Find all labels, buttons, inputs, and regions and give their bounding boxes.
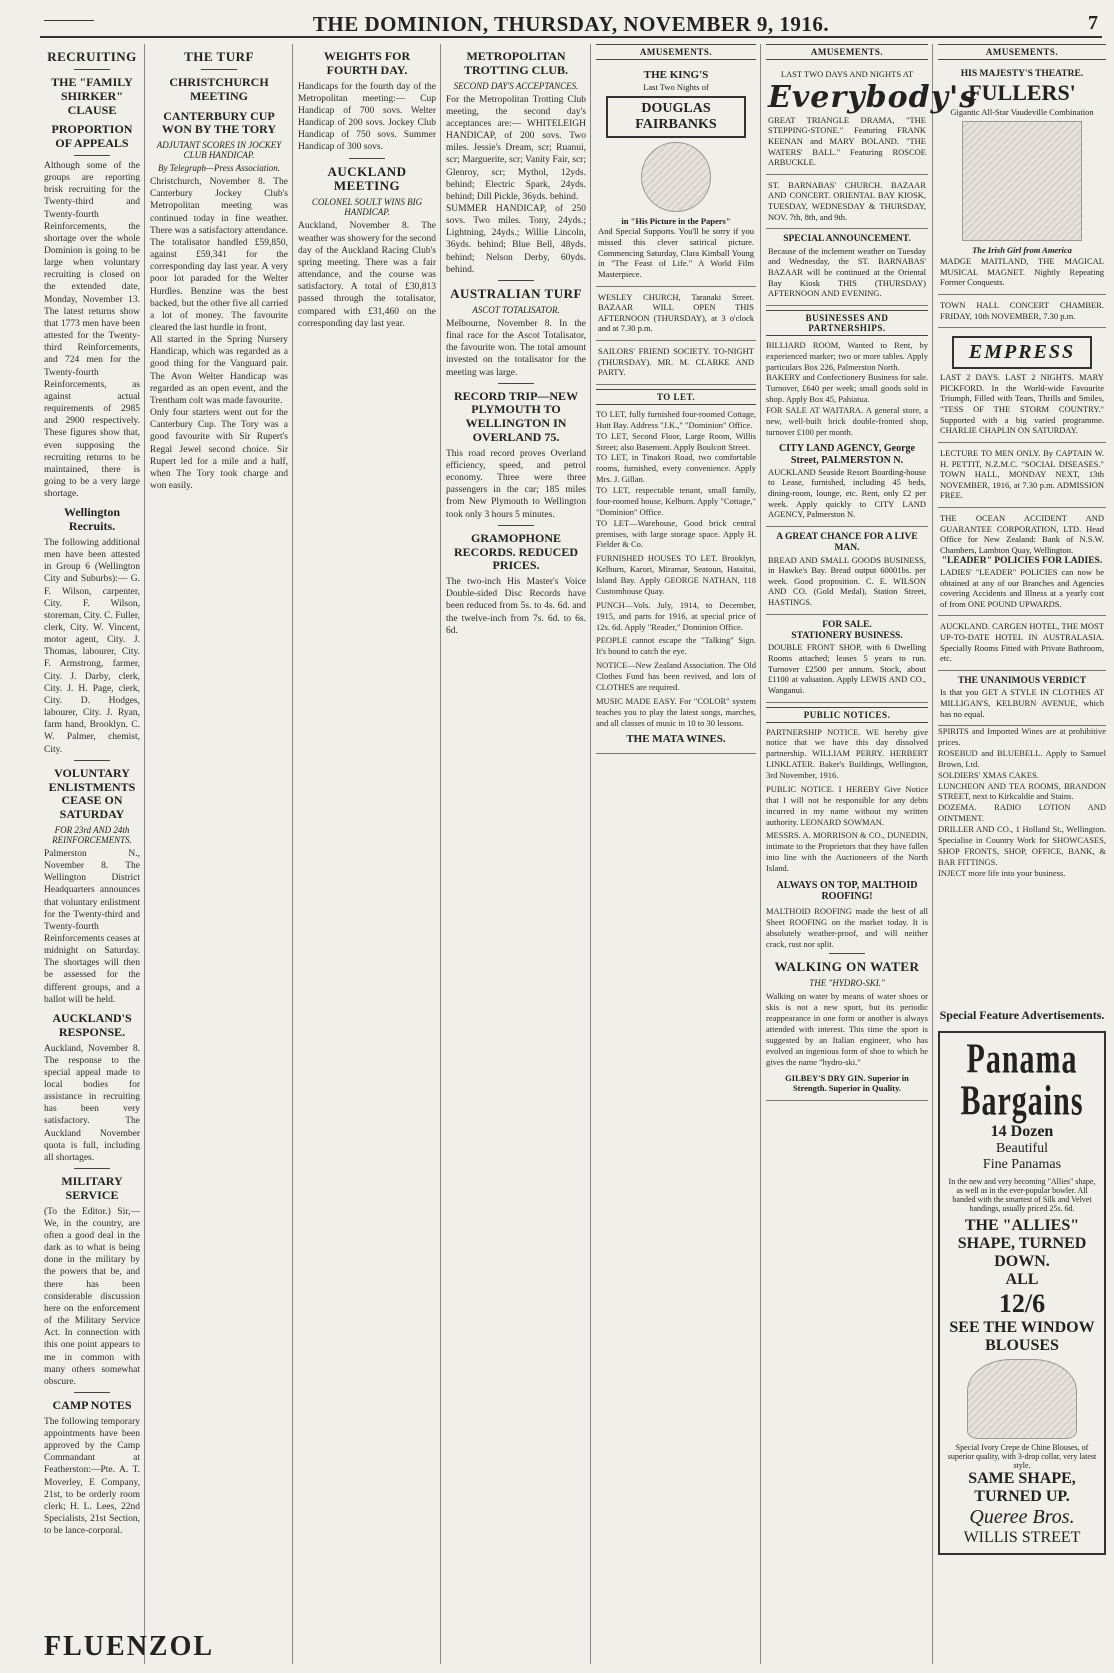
ad-title: CITY LAND AGENCY, George Street, PALMERSTON N. (779, 442, 915, 466)
article-text: The following additional men have been attested in Group 6 (Wellington City and Suburbs):— G. F. Wilson, carpenter, City. F. Wilson, storeman, City. C. Fuller, clerk, City. W. Vincent, motor agent, City. J. Thomas, labourer, City. F. Armstrong, farmer, City. J. Darby, clerk, City. J. H. Page, clerk, City. D. Hodges, labourer, City. J. Ryan, farm hand, Brooklyn. C. W. Palmer, chemist, City. (44, 537, 140, 755)
subheadline: ADJUTANT SCORES IN JOCKEY CLUB HANDICAP. (156, 140, 282, 161)
ad-title: Fine Panamas (982, 1157, 1062, 1172)
column-rule (440, 44, 441, 1664)
ad-title: 14 Dozen (990, 1123, 1054, 1140)
classified: BAKERY and Confectionery Business for sale. Turnover, £640 per week; small goods sold in shop. Apply Box 45, Pahiatua. (766, 372, 928, 405)
classified: MUSIC MADE EASY. For "COLOR" system teaches you to play the latest songs, marches, and all classes of music in 10 to 30 lessons. (596, 695, 756, 728)
column-amusements-everybodys (762, 44, 978, 1664)
subheadline: FOR 23rd AND 24th REINFORCEMENTS. (52, 824, 132, 845)
column-rule (292, 44, 293, 1664)
subheadline: THE "HYDRO-SKI." (809, 978, 885, 989)
stationery-ad (766, 615, 928, 703)
classified: PUNCH—Vols. July, 1914, to December, 1915, and parts for 1916, at special price of 12s. 6d. Apply "Reader," Dominion Office. (596, 599, 756, 632)
hat-illustration (967, 1359, 1077, 1439)
article-text: Palmerston N., November 8. The Wellington District Headquarters announces that voluntary enlistment for the Twenty-third and Twenty-fourth Reinforcements ceases at midnight on Saturday. The shortages will then be assessed for the different groups, and a ballot will be held. (44, 848, 141, 1005)
wesley-church-ad (596, 287, 756, 342)
gilbeys-gin-ad (766, 1068, 928, 1101)
ad-text: TOWN HALL CONCERT CHAMBER. FRIDAY, 10th NOVEMBER, 7.30 p.m. (940, 299, 1104, 321)
article-text: Melbourne, November 8. In the final race for the Ascot Totalisator, the favourite won. The total amount invested on the totalisator for the meeting was large. (446, 318, 586, 378)
classified: TO LET—Warehouse, Good brick central premises, with large storage space. Apply H. Fielder & Co. (596, 517, 756, 550)
headline: WALKING ON WATER (774, 959, 920, 975)
ad-text: In the new and very becoming "Allies" shape, as well as in the ever-popular bowler. All banded with the smartest of Silk and Velvet bandings, usually priced 25s. 6d. (948, 1177, 1096, 1213)
ad-title: FOR SALE. (822, 619, 872, 630)
section-label: AMUSEMENTS. (766, 44, 928, 60)
ad-text: Because of the inclement weather on Tuesday and Wednesday, the ST. BARNABAS' BAZAAR will be continued at the Oriental Bay Kiosk THIS (THURSDAY) AFTERNOON AND EVENING. (768, 245, 926, 299)
section-label: BUSINESSES AND PARTNERSHIPS. (766, 310, 928, 336)
subheadline: WEIGHTS FOR FOURTH DAY. (323, 49, 411, 77)
ad-text: AUCKLAND. CARGEN HOTEL, THE MOST UP-TO-DATE HOTEL IN AUSTRALASIA. Specially Rooms Fitted with Private Bathroom, etc. (940, 621, 1104, 664)
st-barnabas-ad (766, 175, 928, 230)
great-chance-ad (766, 527, 928, 615)
ad-text: SAME SHAPE, TURNED UP. (968, 1470, 1076, 1505)
classified: PARTNERSHIP NOTICE. WE hereby give notice that we have this day dissolved partnership. WILLIAM PERRY. HERBERT LINKLATER. Baker's Buildings, Wellington, 3rd November, 1916. (766, 726, 928, 781)
ad-text: THE OCEAN ACCIDENT AND GUARANTEE CORPORATION, LTD. Head Office for New Zealand: Bank of N.S.W. Chambers, Lambton Quay, Wellington. (940, 513, 1104, 555)
column-rule (932, 44, 933, 1664)
special-feature-title: Special Feature Advertisements. (939, 1008, 1105, 1022)
ad-text: Gigantic All-Star Vaudeville Combination (950, 106, 1094, 117)
article-text: Auckland, November 8. The response to the special appeal made to local bodies for assistance in recruiting has been very satisfactory. The Auckland November quota is full, including all shortages. (44, 1043, 140, 1163)
classified: TO LET, Second Floor, Large Room, Willis Street; also Basement. Apply Boulcott Street. (596, 430, 756, 452)
article-text: Although some of the groups are reporting brisk recruiting for the Twenty-third and Twenty-fourth Reinforcements, the shortage over the whole Dominion is going to be large when voluntary recruiting is closed on the extended date, Monday, November 13. The latest returns show that 1773 men have been attested for the Twenty-third Reinforcements, and 724 men for the Twenty-fourth Reinforcements, as against actual requirements of 2985 and 2900 respectively. These figures show that, even supposing the recruiting returns to be maintained, there is going to be a very large shortage. (44, 160, 140, 500)
ad-text: LAST 2 DAYS. LAST 2 NIGHTS. MARY PICKFORD. In the World-wide Favourite Triumph, Filled with Tears, Thrills and Smiles, "TESS OF THE STORM COUNTRY." Supported with a big varied programme. CHARLIE CHAPLIN ON SATURDAY. (940, 372, 1104, 436)
everybodys-logo: Everybody's (768, 79, 978, 115)
classified: FOR SALE AT WAITARA. A general store, a new, well-built brick double-fronted shop, turnover £100 per month. (766, 405, 928, 437)
ad-text: WESLEY CHURCH, Taranaki Street. BAZAAR WILL OPEN THIS AFTERNOON (THURSDAY), at 3 o'clock and at 7.30 p.m. (598, 291, 754, 334)
ad-text: ALL (1005, 1271, 1039, 1288)
cargen-hotel-ad (938, 616, 1106, 671)
article-text: The two-inch His Master's Voice Double-sided Disc Records have been reduced from 5s. to 4s. 6d. and the twelve-inch from 7s. 6d. to 6s. 6d. (446, 577, 586, 636)
ad-title: THE MATA WINES. (626, 733, 726, 746)
ad-title: THE KING'S (643, 69, 709, 81)
portrait-illustration (641, 142, 711, 212)
fluenzol-ad: FLUENZOL (44, 1631, 215, 1662)
ocean-accident-ad (938, 508, 1106, 616)
masthead (40, 8, 1102, 38)
article-text: SUMMER HANDICAP, of 250 sovs. Two miles. Tony, 24yds.; Lightning, 24yds.; Willie Lincoln, 36yds. behind; Blue Bell, 48yds. behind; Nelson Derby, 60yds. behind. (446, 204, 586, 275)
headline: CHRISTCHURCH MEETING (169, 74, 269, 103)
subheadline: ASCOT TOTALISATOR. (472, 304, 560, 315)
classified: TO LET, in Tinakori Road, two comfortable rooms, furnished, every convenience. Apply Mrs. J. Gillan. (596, 452, 756, 485)
column-amusements-kings (592, 44, 760, 1664)
subheadline: COLONEL SOULT WINS BIG HANDICAP. (311, 197, 423, 218)
ad-title: A GREAT CHANCE FOR A LIVE MAN. (776, 531, 918, 554)
panama-bargains-ad (938, 1031, 1106, 1555)
section-heading: RECRUITING (47, 49, 137, 64)
irish-girl-illustration (962, 121, 1082, 241)
section-heading: THE TURF (184, 49, 254, 64)
empress-theatre-ad (938, 328, 1106, 443)
column-turf (146, 44, 292, 1664)
special-feature-section (934, 1000, 1110, 1664)
ad-text: LADIES' "LEADER" POLICIES can now be obtained at any of our Branches and Agencies covering Accidents and Illness at a yearly cost of from ONE POUND UPWARDS. (940, 566, 1104, 609)
article-text: Walking on water by means of water shoes or skis is not a new sport, but its periodic reappearance in one form or another is always attended with interest. This time the sport is suggested by an Italian engineer, who has evolved an ingenious form of shoe to which he gives the name "hydro-ski." (766, 991, 928, 1067)
headline: AUSTRALIAN TURF (450, 285, 582, 301)
article-text: The following temporary appointments have been approved by the Camp Commandant at Featherston:—Pte. A. T. Moverley, E Company, 21st, to be orderly room clerk; H. L. Lees, 22nd Specialists, 21st Section, to be lance-corporal. (44, 1416, 140, 1537)
article-text: Christchurch, November 8. The Canterbury Jockey Club's Metropolitan meeting was continued today in fine weather. There was a satisfactory attendance. The totalisator handled £59,850, against £59,341 for the corresponding day last year. A very poor lot paraded for the Welter Hurdles. Benzine was the best backed, but the other five all carried a lot of money. The favourite cleared the last hurdle in front. (150, 177, 288, 333)
price-tag: 12/6 (998, 1289, 1046, 1318)
ad-text: in "His Picture in the Papers" (621, 215, 731, 226)
ad-text: GILBEY'S DRY GIN. Superior in Strength. Superior in Quality. (785, 1072, 909, 1094)
everybodys-theatre-ad (766, 64, 978, 175)
fullers-logo: FULLERS' (968, 80, 1076, 106)
byline: By Telegraph—Press Association. (158, 163, 280, 174)
ad-text: BREAD AND SMALL GOODS BUSINESS, in Hawke's Bay. Bread output 60001bs. per week. Good proposition. C. E. WILSON AND CO. (Gold Medal), Station Street, HASTINGS. (768, 554, 926, 608)
article-text: For the Metropolitan Trotting Club meeting, the second day's acceptances are:— WHITELEIGH HANDICAP, of 200 sovs. Two miles. Jessie's Dream, scr; Ruanui, scr; Marguerite, scr; Vanity Fair, scr; Glenroy, scr; Mythol, 12yds. behind; Electric Spark, 24yds. behind; Dill Pickle, 36yds. behind. (446, 94, 586, 202)
ad-text: Last Two Nights of (643, 82, 709, 93)
subheadline: Wellington Recruits. (63, 505, 120, 534)
ad-title: STATIONERY BUSINESS. (791, 631, 903, 642)
ad-text: THE "ALLIES" SHAPE, TURNED DOWN. (957, 1217, 1087, 1270)
classified: PEOPLE cannot escape the "Talking" Sign. It's bound to catch the eye. (596, 635, 756, 657)
classified: DOZEMA. RADIO LOTION AND OINTMENT. (938, 802, 1106, 824)
ad-text: SAILORS' FRIEND SOCIETY. TO-NIGHT (THURSDAY). MR. M. CLARKE AND PARTY. (598, 346, 754, 378)
ad-text: ST. BARNABAS' CHURCH. BAZAAR AND CONCERT. ORIENTAL BAY KIOSK, TUESDAY, WEDNESDAY & THURSDAY, NOV. 7th, 8th, and 9th. (768, 179, 926, 222)
section-label: AMUSEMENTS. (596, 44, 756, 60)
classified: NOTICE—New Zealand Association. The Old Clothes Fund has been revived, and lots of CLOTHES are required. (596, 660, 756, 692)
ad-text: Special Ivory Crepe de Chine Blouses, of superior quality, with 3-drop collar, very latest style. (947, 1443, 1097, 1470)
fairbanks-logo: DOUGLAS FAIRBANKS (606, 96, 746, 138)
sailors-society-ad (596, 341, 756, 385)
ad-text: MADGE MAITLAND, THE MAGICAL MUSICAL MAGNET. Nightly Repeating Former Conquests. (940, 256, 1104, 288)
column-recruiting (40, 44, 144, 1664)
classified: PUBLIC NOTICE. I HEREBY Give Notice that I will not be responsible for any debts incurred in my name without my written authority. LEONARD SOWMAN. (766, 783, 928, 827)
unanimous-verdict-ad (938, 671, 1106, 726)
empress-logo: EMPRESS (952, 336, 1092, 369)
town-hall-concert-ad (938, 295, 1106, 328)
article-text: This road record proves Overland efficiency, speed, and petrol economy. Three were three passengers in the car; 185 miles from New Plymouth to Wellington took only 3 hours 5 minutes. (446, 448, 586, 520)
masthead-title: THE DOMINION, THURSDAY, NOVEMBER 9, 1916. (312, 12, 830, 36)
article-text: Only four starters went out for the Canterbury Cup. The Tory was a good favourite with Sir Rupert's Regal Jewel second choice. Sir Rupert led for a mile and a half, when The Tory took charge and won easily. (150, 408, 288, 492)
classified: INJECT more life into your business. (938, 867, 1066, 878)
subheadline: CANTERBURY CUP WON BY THE TORY (161, 108, 277, 137)
headline: THE "FAMILY SHIRKER" CLAUSE (51, 74, 133, 117)
classified: LUNCHEON AND TEA ROOMS, BRANDON STREET, next to Kirkcaldie and Stains. (938, 780, 1106, 802)
special-announcement-ad (766, 229, 928, 306)
ad-title: Beautiful (995, 1141, 1049, 1156)
column-trotting (442, 44, 590, 1664)
column-rule (144, 44, 145, 1664)
queree-logo: Queree Bros. (969, 1506, 1075, 1528)
classified: FURNISHED HOUSES TO LET. Brooklyn, Kelburn, Karori, Miramar, Seatoun, Hataitai, Island Bay. Apply GEORGE NATHAN, 118 Customhouse Quay. (596, 553, 756, 596)
classified: TO LET, respectable tenant, small family, four-roomed house, Kelburn. Apply "Cottage," "Dominion" Office. (596, 485, 756, 517)
ad-title: HIS MAJESTY'S THEATRE. (960, 69, 1084, 79)
article-text: All started in the Spring Nursery Handicap, which was regarded as a good thing for the Vanguard pair. The Avon Welter Handicap was regarded as an open event, and the Trentham colt was made favourite. (150, 335, 288, 406)
ad-text: SEE THE WINDOW BLOUSES (949, 1319, 1095, 1354)
headline: CAMP NOTES (52, 1398, 132, 1413)
panama-headline: Panama Bargains (960, 1036, 1084, 1125)
classified: MESSRS. A. MORRISON & CO., DUNEDIN, intimate to the Proprietors that they have fallen into line with the Auctioneers of the North Island. (766, 830, 928, 874)
city-land-agency-ad (766, 438, 928, 527)
kings-theatre-ad (596, 64, 756, 287)
column-rule (590, 44, 591, 1664)
section-label: AMUSEMENTS. (938, 44, 1106, 60)
ad-text: And Special Supports. You'll be sorry if you missed this clever satirical picture. Commencing Saturday, Clara Kimball Young in "The Feast of Life." A World Film Masterpiece. (598, 226, 754, 279)
ad-text: LECTURE TO MEN ONLY. By CAPTAIN W. H. PETTIT, N.Z.M.C. "SOCIAL DISEASES." TOWN HALL, MONDAY NEXT, 13th NOVEMBER, 1916, at 7.30 p.m. ADMISSION FREE. (940, 447, 1104, 501)
ad-title: SPECIAL ANNOUNCEMENT. (783, 234, 911, 245)
classified: DRILLER AND CO., 1 Holland St., Wellington. Specialise in Country Work for SHOWCASES, SHOP FRONTS, SHOP, OFFICE, BANK, & BAR FITTINGS. (938, 824, 1106, 867)
headline: VOLUNTARY ENLISTMENTS CEASE ON SATURDAY (48, 765, 136, 822)
his-majestys-theatre-ad (938, 64, 1106, 295)
article-text: Auckland, November 8. The weather was showery for the second day of the Auckland Racing Club's spring meeting. There was a fair attendance, and the course was satisfactory. A total of £30,813 passed through the totalisator, compared with £31,460 on the corresponding day last year. (298, 221, 436, 329)
subheadline: AUCKLAND'S RESPONSE. (52, 1010, 132, 1039)
page-number: 7 (1088, 12, 1098, 34)
subheadline: SECOND DAY'S ACCEPTANCES. (453, 80, 579, 91)
column-rule (760, 44, 761, 1664)
classified: ROSEBUD and BLUEBELL. Apply to Samuel Brown, Ltd. (938, 747, 1106, 769)
lecture-ad (938, 443, 1106, 508)
ad-title: THE UNANIMOUS VERDICT (957, 675, 1087, 686)
classified: MALTHOID ROOFING made the best of all Sheet ROOFING on the market today. It is absolutely weather-proof, and will neither crack, rust nor split. (766, 905, 928, 949)
ad-text: DOUBLE FRONT SHOP, with 6 Dwelling Rooms attached; leases 5 years to run. Turnover £2500 per annum. Stock, about £1100 at valuation. Apply LEWIS AND CO., Wanganui. (768, 642, 926, 695)
column-turf-continued (294, 44, 440, 1664)
headline: AUCKLAND MEETING (327, 163, 407, 194)
headline: METROPOLITAN TROTTING CLUB. (463, 49, 569, 77)
mata-wines-ad (596, 728, 756, 753)
ad-text: Is that you GET A STYLE IN CLOTHES AT MILLIGAN'S, KELBURN AVENUE, which has no equal. (940, 687, 1104, 719)
ad-text: LAST TWO DAYS AND NIGHTS AT (780, 69, 914, 79)
headline: GRAMOPHONE RECORDS. REDUCED PRICES. (453, 530, 578, 573)
section-label: TO LET. (596, 389, 756, 405)
subheadline: PROPORTION OF APPEALS (51, 122, 133, 151)
classified: BILLIARD ROOM, Wanted to Rent, by experienced marker; two or more tables. Apply particulars Box 226, Palmerston North. (766, 339, 928, 372)
headline: RECORD TRIP—NEW PLYMOUTH TO WELLINGTON IN OVERLAND 75. (453, 388, 579, 445)
classified: TO LET, fully furnished four-roomed Cottage, Hutt Bay. Address "J.K.," "Dominion" Office. (596, 408, 756, 430)
section-label: PUBLIC NOTICES. (766, 707, 928, 723)
article-text: Handicaps for the fourth day of the Metropolitan meeting:— Cup Handicap of 700 sovs. Welter Handicap of 200 sovs. Jockey Club Handicap of 750 sovs. Summer Handicap of 300 sovs. (298, 81, 436, 153)
ad-text: WILLIS STREET (963, 1529, 1081, 1546)
classified: SOLDIERS' XMAS CAKES. (938, 769, 1039, 780)
classified: SPIRITS and Imported Wines are at prohibitive prices. (938, 726, 1106, 748)
ad-text: The Irish Girl from America (972, 245, 1072, 256)
ad-text: GREAT TRIANGLE DRAMA, "THE STEPPING-STONE." Featuring FRANK KEENAN and MARY BOLAND. "THE WATERS' BALL." Featuring ROSCOE ARBUCKLE. (768, 114, 926, 168)
headline: MILITARY SERVICE (61, 1174, 123, 1202)
headline: ALWAYS ON TOP, MALTHOID ROOFING! (776, 879, 918, 903)
article-text: (To the Editor.) Sir,—We, in the country, are often a good deal in the dark as to what is being done in the military by the powers that be, and there has been considerable discussion here on the enforcement of the Military Service Act. In connection with this one point appears to me in common with many others somewhat obscure. (44, 1206, 140, 1387)
ad-title: "LEADER" POLICIES FOR LADIES. (941, 555, 1103, 566)
ad-text: AUCKLAND Seaside Resort Boarding-house to Lease, furnished, including 45 beds, dining-room, lounge, etc. Rent, only £2 per week. Apply quickly to CITY LAND AGENCY, Palmerston N. (768, 466, 926, 520)
